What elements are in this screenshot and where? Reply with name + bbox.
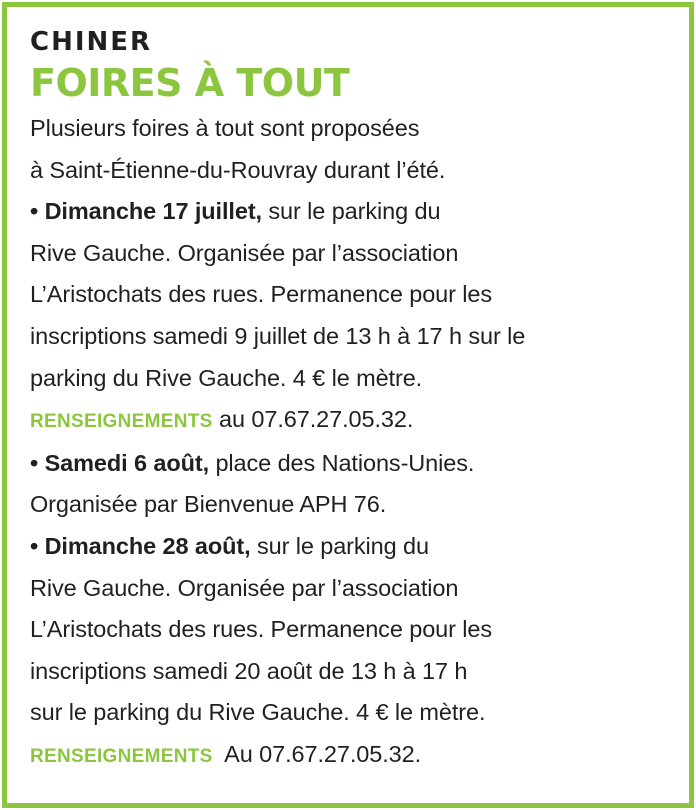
info-label: RENSEIGNEMENTS — [30, 411, 213, 433]
event-date: Samedi 6 août, — [44, 449, 210, 476]
event-heading-line — [30, 443, 680, 485]
event-line: sur le parking du Rive Gauche. 4 € le mètre. — [30, 699, 486, 726]
event-line: inscriptions samedi 20 août de 13 h à 17 h — [30, 657, 468, 684]
event-date: Dimanche 28 août, — [44, 532, 251, 559]
bullet: • — [30, 449, 45, 476]
article-content — [30, 25, 680, 778]
event-location: sur le parking du — [261, 198, 441, 225]
event-location: sur le parking du — [250, 532, 429, 559]
info-line — [30, 734, 680, 778]
info-line — [30, 399, 680, 443]
event-line: inscriptions samedi 9 juillet de 13 h à 17 h sur le — [30, 322, 526, 349]
event-heading-line — [30, 526, 680, 568]
article-title: FOIRES À TOUT — [30, 61, 350, 105]
bullet: • — [30, 198, 45, 225]
event-line: Rive Gauche. Organisée par l’association — [30, 239, 459, 266]
section-kicker: CHINER — [30, 27, 153, 57]
event-line: L’Aristochats des rues. Permanence pour les — [30, 616, 493, 643]
event-line: L’Aristochats des rues. Permanence pour les — [30, 281, 493, 308]
event-heading-line — [30, 191, 680, 233]
bullet: • — [30, 532, 45, 559]
info-phone: au 07.67.27.05.32. — [212, 406, 414, 433]
event-location: place des Nations-Unies. — [209, 449, 475, 476]
intro-line: Plusieurs foires à tout sont proposées — [30, 115, 420, 141]
article-frame — [2, 2, 694, 808]
info-label: RENSEIGNEMENTS — [30, 745, 213, 767]
info-phone: Au 07.67.27.05.32. — [212, 740, 422, 767]
event-line: Organisée par Bienvenue APH 76. — [30, 491, 387, 518]
event-date: Dimanche 17 juillet, — [44, 198, 262, 225]
event-line: parking du Rive Gauche. 4 € le mètre. — [30, 364, 423, 391]
article-body — [30, 108, 680, 778]
intro-line: à Saint-Étienne-du-Rouvray durant l’été. — [30, 156, 446, 183]
event-line: Rive Gauche. Organisée par l’association — [30, 574, 459, 601]
